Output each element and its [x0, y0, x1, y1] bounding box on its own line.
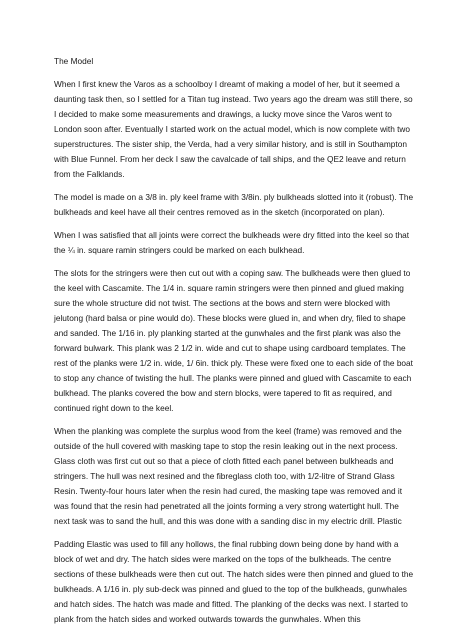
document-page: [54, 54, 414, 635]
document-title: The Model: [54, 56, 94, 66]
paragraph-deck-planking: Padding Elastic was used to fill any hollows, the final rubbing down being done by hand with a block of wet and dry. The hatch sides were marked on the tops of the bulkheads. The centre sections of these bulkheads were then cut out. The hatch sides were then pinned and glued to the bulkheads. A 1/16 in. ply sub-deck was pinned and glued to the top of the bulkheads, gunwhales and hatch sides. The hatch was made and fitted. The planking of the decks was next. I started to plank from the hatch sides and worked outwards towards the gunwhales. When this: [54, 539, 414, 624]
paragraph-stringers-planking: The slots for the stringers were then cut out with a coping saw. The bulkheads were then glued to the keel with Cascamite. The 1/4 in. square ramin stringers were then pinned and glued making sure the whole structure did not twist. The sections at the bows and stern were blocked with jelutong (hard balsa or pine would do). These blocks were glued in, and when dry, filed to shape and sanded. The 1/16 in. ply planking started at the gunwhales and the first plank was also the forward bulwark. This plank was 2 1/2 in. wide and cut to shape using cardboard templates. The rest of the planks were 1/2 in. wide, 1/ 6in. thick ply. These were fixed one to each side of the boat to stop any chance of twisting the hull. The planks were pinned and glued with Cascamite to each bulkhead. The planks covered the bow and stern blocks, were tapered to fit as required, and continued right down to the keel.: [54, 268, 413, 413]
paragraph-resin-hull: When the planking was complete the surplus wood from the keel (frame) was removed and the outside of the hull covered with masking tape to stop the resin leaking out in the next process. Glass cloth was first cut out so that a piece of cloth fitted each panel between bulkheads and stringers. The hull was next resined and the fibreglass cloth too, with 1/2-litre of Strand Glass Resin. Twenty-four hours later when the resin had cured, the masking tape was removed and it was found that the resin had penetrated all the joints forming a very strong watertight hull. The next task was to sand the hull, and this was done with a sanding disc in my electric drill. Plastic: [54, 426, 403, 526]
paragraph-intro: When I first knew the Varos as a schoolboy I dreamt of making a model of her, but it seemed a daunting task then, so I settled for a Titan tug instead. Two years ago the dream was still there, so I decided to make some measurements and drawings, a lucky move since the Varos went to London soon after. Eventually I started work on the actual model, which is now complete with two superstructures. The sister ship, the Verda, had a very similar history, and is still in Southampton with Blue Funnel. From her deck I saw the cavalcade of tall ships, and the QE2 leave and return from the Falklands.: [54, 79, 413, 179]
paragraph-keel-frame: The model is made on a 3/8 in. ply keel frame with 3/8in. ply bulkheads slotted into it (robust). The bulkheads and keel have all their centres removed as in the sketch (incorporated on plan).: [54, 192, 414, 217]
paragraph-dry-fit: When I was satisfied that all joints were correct the bulkheads were dry fitted into the keel so that the ¼ in. square ramin stringers could be marked on each bulkhead.: [54, 230, 410, 255]
